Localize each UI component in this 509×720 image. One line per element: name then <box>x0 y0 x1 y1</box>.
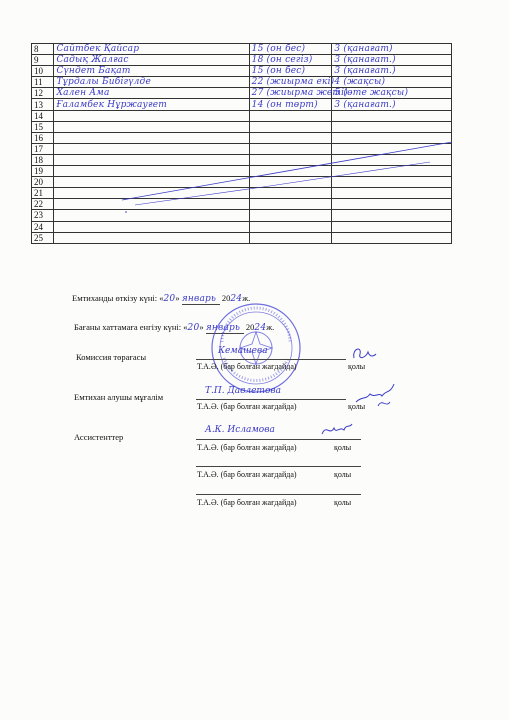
row-number: 9 <box>32 55 54 66</box>
teacher-caption: Т.А.Ә. (бар болған жағдайда) <box>197 402 297 411</box>
assistant-caption-3: Т.А.Ә. (бар болған жағдайда) <box>197 498 297 507</box>
chair-signature <box>350 344 380 364</box>
teacher-label: Емтихан алушы мұғалім <box>74 392 164 402</box>
chair-label: Комиссия төрағасы <box>76 352 147 362</box>
score-cell: 15 (он бес) <box>249 44 332 55</box>
row-number: 23 <box>32 210 54 221</box>
exam-date-month: январь <box>182 294 220 305</box>
grade-cell: 3 (қанағат.) <box>332 99 452 110</box>
entry-date-suffix: ж. <box>266 322 275 332</box>
assistant-caption-1: Т.А.Ә. (бар болған жағдайда) <box>197 443 297 452</box>
student-name: Сайтбек Қайсар <box>54 44 249 55</box>
exam-date-label: Емтиханды өткізу күні: « <box>72 293 164 303</box>
assistants-label: Ассистенттер <box>74 432 124 442</box>
student-name: Сүндет Бақат <box>54 66 249 77</box>
entry-date-year-prefix: 20 <box>245 322 255 332</box>
row-number: 16 <box>32 132 54 143</box>
chair-underline <box>196 359 346 360</box>
assistant-handwritten-name: А.К. Исламова <box>205 425 275 435</box>
row-number: 11 <box>32 77 54 88</box>
assistant-sign-caption-1: қолы <box>334 443 352 452</box>
exam-date-year-prefix: 20 <box>221 293 231 303</box>
entry-date-quote: » <box>199 322 204 332</box>
entry-date-year: 24 <box>254 323 267 333</box>
row-number: 15 <box>32 121 54 132</box>
teacher-sign-caption: қолы <box>348 402 366 411</box>
row-number: 22 <box>32 199 54 210</box>
row-number: 18 <box>32 154 54 165</box>
exam-date-day: 20 <box>163 294 176 304</box>
grade-cell: 3 (қанағат.) <box>332 55 452 66</box>
row-number: 10 <box>32 66 54 77</box>
entry-date-label: Бағаны хаттамаға енгізу күні: « <box>74 322 188 332</box>
score-cell: 15 (он бес) <box>249 66 332 77</box>
row-number: 12 <box>32 88 54 99</box>
entry-date-day: 20 <box>187 323 200 333</box>
entry-date-month: январь <box>206 323 244 334</box>
teacher-underline <box>196 399 346 400</box>
chair-sign-caption: қолы <box>348 362 366 371</box>
assistant-sign-caption-3: қолы <box>334 498 352 507</box>
teacher-handwritten-name: Т.П. Давлетова <box>205 386 281 396</box>
row-number: 8 <box>32 44 54 55</box>
score-cell: 27 (жиырма жеті) <box>249 88 332 99</box>
student-name: Садық Жалғас <box>54 55 249 66</box>
chair-caption: Т.А.Ә. (бар болған жағдайда) <box>197 362 297 371</box>
assistant-underline-3 <box>196 494 361 495</box>
grade-cell: 5 (өте жақсы) <box>332 88 452 99</box>
grade-cell: 3 (қанағат.) <box>332 66 452 77</box>
assistant-signature <box>318 420 354 440</box>
grade-cell: 3 (қанағат) <box>332 44 452 55</box>
row-number: 21 <box>32 188 54 199</box>
student-name: Тұрдалы Бибігүлде <box>54 77 249 88</box>
chair-handwritten-name: Кемашева <box>218 346 268 356</box>
assistant-caption-2: Т.А.Ә. (бар болған жағдайда) <box>197 470 297 479</box>
exam-date-suffix: ж. <box>242 293 251 303</box>
score-cell: 18 (он сегіз) <box>249 55 332 66</box>
assistant-underline-2 <box>196 466 361 467</box>
row-number: 13 <box>32 99 54 110</box>
grade-cell: 4 (жақсы) <box>332 77 452 88</box>
exam-date-quote: » <box>175 293 180 303</box>
assistant-sign-caption-2: қолы <box>334 470 352 479</box>
score-cell: 22 (жиырма екі) <box>249 77 332 88</box>
row-number: 25 <box>32 232 54 243</box>
student-name: Хален Ама <box>54 88 249 99</box>
exam-date-year: 24 <box>230 294 243 304</box>
row-number: 17 <box>32 143 54 154</box>
student-name: Ғаламбек Нұржауғет <box>54 99 249 110</box>
score-cell: 14 (он төрт) <box>249 99 332 110</box>
row-number: 14 <box>32 110 54 121</box>
row-number: 20 <box>32 177 54 188</box>
row-number: 19 <box>32 166 54 177</box>
row-number: 24 <box>32 221 54 232</box>
